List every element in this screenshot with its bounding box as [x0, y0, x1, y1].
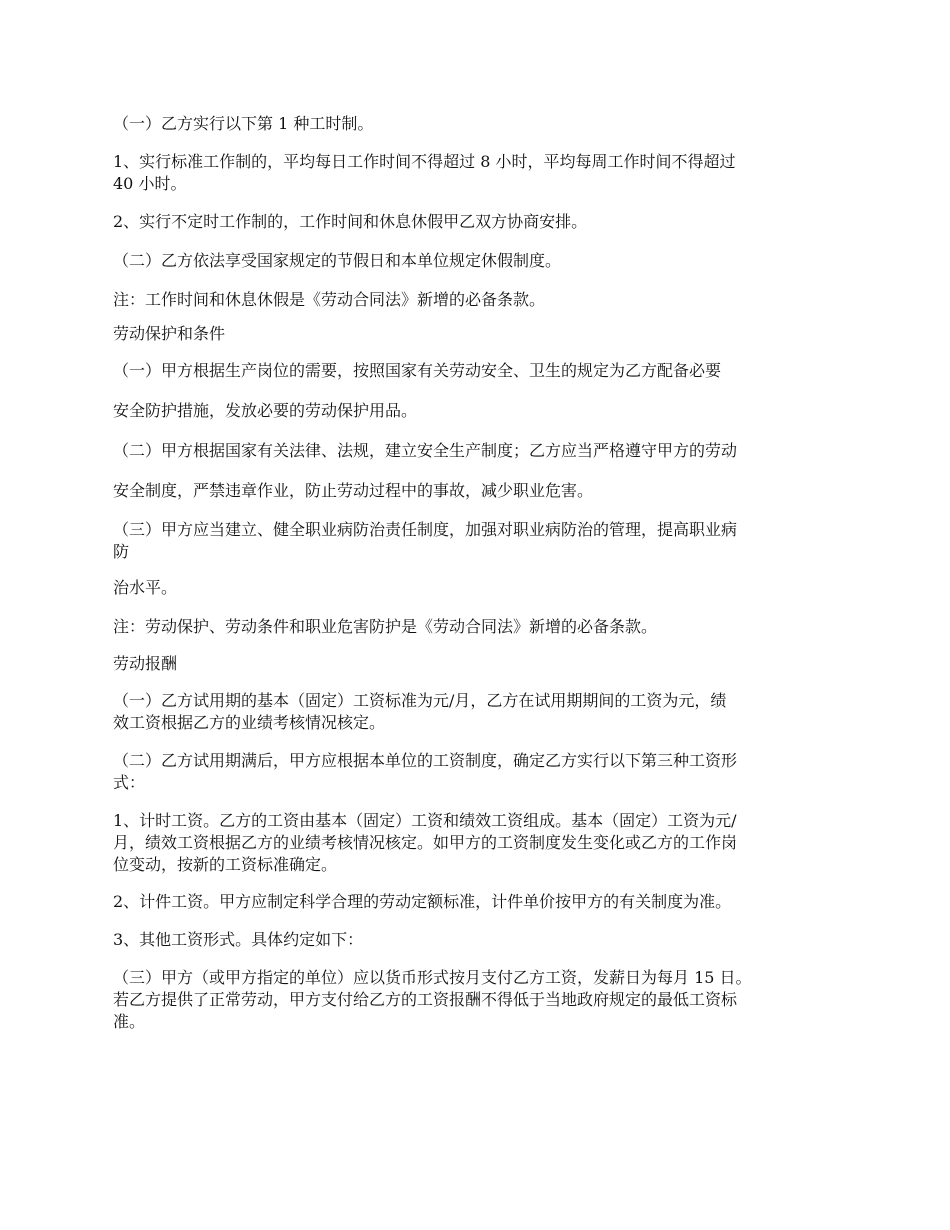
paragraph-1: （一）乙方实行以下第 1 种工时制。 [113, 114, 374, 133]
paragraph-12: （二）乙方试用期满后，甲方应根据本单位的工资制度，确定乙方实行以下第三种工资形 式： [113, 751, 738, 792]
paragraph-13: 1、计时工资。乙方的工资由基本（固定）工资和绩效工资组成。基本（固定）工资为元/ 月，绩效工资根据乙方的业绩考核情况核定。如甲方的工资制度发生变化或乙方的工作岗 位变动，按新的工资标准确定。 [113, 811, 738, 874]
paragraph-6: 安全防护措施，发放必要的劳动保护用品。 [113, 401, 418, 420]
paragraph-8: 安全制度，严禁违章作业，防止劳动过程中的事故，减少职业危害。 [113, 481, 594, 500]
paragraph-5: （一）甲方根据生产岗位的需要，按照国家有关劳动安全、卫生的规定为乙方配备必要 [113, 361, 722, 380]
paragraph-14: 2、计件工资。甲方应制定科学合理的劳动定额标准，计件单价按甲方的有关制度为准。 [113, 892, 732, 911]
section-heading-labor-protection: 劳动保护和条件 [113, 324, 226, 343]
paragraph-15: 3、其他工资形式。具体约定如下： [113, 930, 364, 949]
paragraph-10: 治水平。 [113, 578, 178, 597]
paragraph-4: （二）乙方依法享受国家规定的节假日和本单位规定休假制度。 [113, 251, 562, 270]
section-heading-remuneration: 劳动报酬 [113, 654, 178, 673]
paragraph-3: 2、实行不定时工作制的，工作时间和休息休假甲乙双方协商安排。 [113, 212, 588, 231]
document-page [113, 113, 843, 1033]
paragraph-7: （二）甲方根据国家有关法律、法规，建立安全生产制度；乙方应当严格遵守甲方的劳动 [113, 441, 738, 460]
paragraph-2: 1、实行标准工作制的，平均每日工作时间不得超过 8 小时，平均每周工作时间不得超过 40 小时。 [113, 152, 736, 193]
paragraph-11: （一）乙方试用期的基本（固定）工资标准为元/月，乙方在试用期期间的工资为元，绩 效工资根据乙方的业绩考核情况核定。 [113, 691, 727, 732]
paragraph-16: （三）甲方（或甲方指定的单位）应以货币形式按月支付乙方工资，发薪日为每月 15 日。 若乙方提供了正常劳动，甲方支付给乙方的工资报酬不得低于当地政府规定的最低工资标 准。 [113, 968, 752, 1031]
note-2: 注：劳动保护、劳动条件和职业危害防护是《劳动合同法》新增的必备条款。 [113, 617, 658, 636]
paragraph-9: （三）甲方应当建立、健全职业病防治责任制度，加强对职业病防治的管理，提高职业病 防 [113, 520, 738, 561]
note-1: 注：工作时间和休息休假是《劳动合同法》新增的必备条款。 [113, 290, 546, 309]
